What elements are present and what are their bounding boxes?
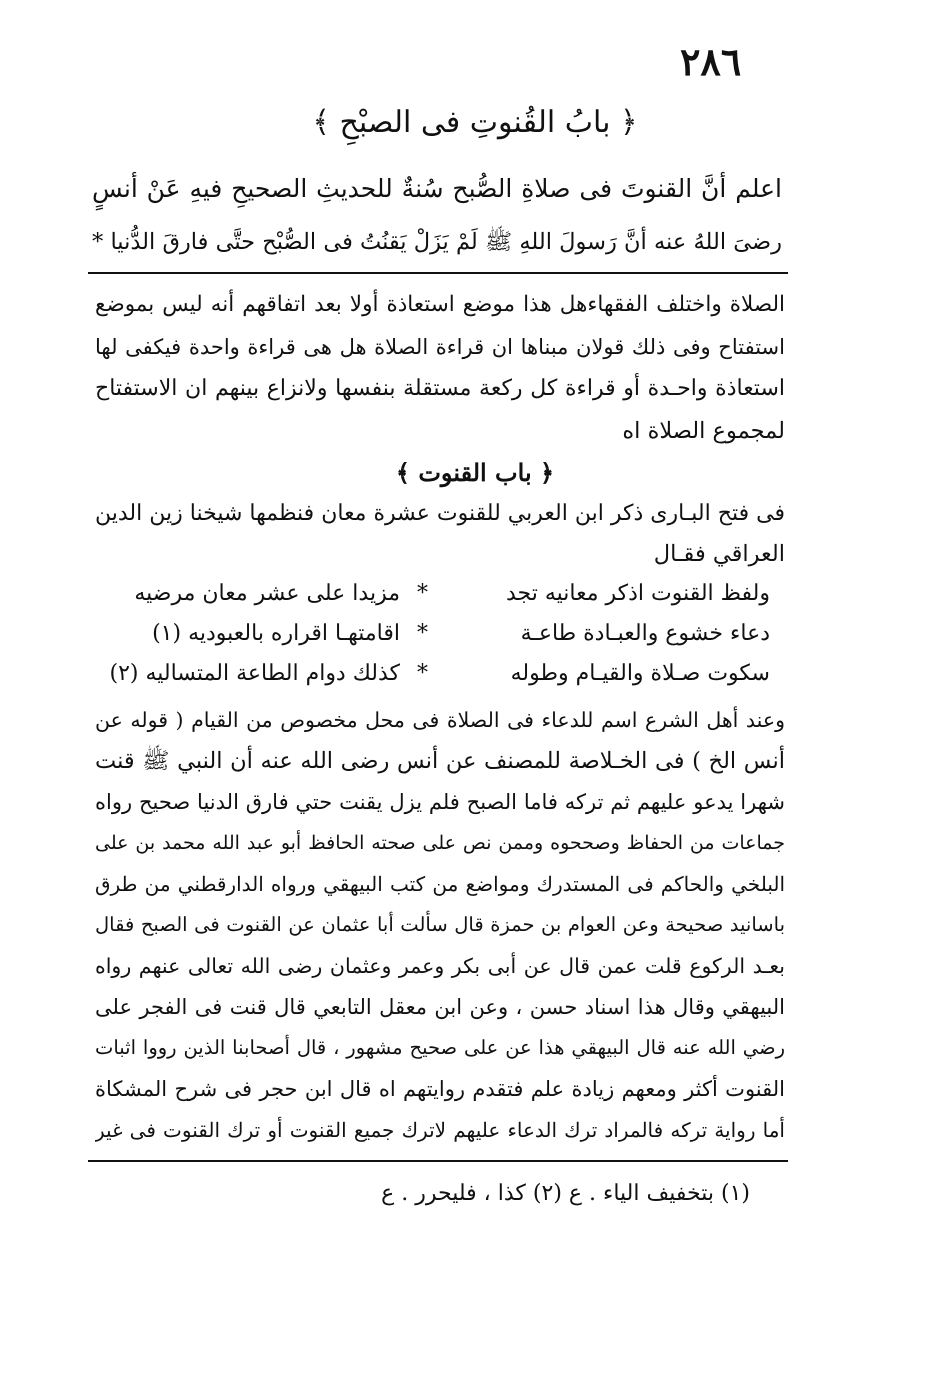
commentary-line: البيهقي وقال هذا اسناد حسن ، وعن ابن معقل التابعي قال قنت فى الفجر على <box>95 995 785 1019</box>
footnotes: (١) بتخفيف الياء . ع (٢) كذا ، فليحرر . ع <box>381 1181 750 1206</box>
chapter-title: ﴿ بابُ القُنوتِ فى الصبْحِ ﴾ <box>312 105 638 140</box>
main-text-line: رضىَ اللهُ عنه أنَّ رَسولَ اللهِ ﷺ لَمْ يَزَلْ يَقنُتُ فى الصُّبْح حتَّى فارقَ الدُّنيا * <box>92 229 782 255</box>
page-number: ٢٨٦ <box>680 39 742 84</box>
verse-separator: * <box>417 661 428 686</box>
commentary-line: جماعات من الحفاظ وصححوه وممن نص على صحته الحافظ أبو عبد الله محمد بن على <box>95 832 785 854</box>
commentary-line: وعند أهل الشرع اسم للدعاء فى الصلاة فى محل مخصوص من القيام ( قوله عن <box>95 708 785 732</box>
verse-hemistich: ولفظ القنوت اذكر معانيه تجد <box>505 581 770 606</box>
poem-verse <box>100 615 770 653</box>
section-title: ﴿ باب القنوت ﴾ <box>395 458 555 487</box>
commentary-line: البلخي والحاكم فى المستدرك ومواضع من كتب البيهقي ورواه الدارقطني من طرق <box>95 872 785 896</box>
verse-separator: * <box>417 621 428 646</box>
commentary-line: استعاذة واحـدة أو قراءة كل ركعة مستقلة بنفسها ولانزاع بينهم ان الاستفتاح <box>95 376 785 401</box>
commentary-line: لمجموع الصلاة اه <box>622 418 785 444</box>
commentary-line: فى فتح البـارى ذكر ابن العربي للقنوت عشرة معان فنظمها شيخنا زين الدين <box>95 501 785 526</box>
verse-hemistich: مزيدا على عشر معان مرضيه <box>134 581 400 606</box>
commentary-line: القنوت أكثر ومعهم زيادة علم فتقدم روايتهم اه قال ابن حجر فى شرح المشكاة <box>95 1077 785 1101</box>
verse-separator: * <box>417 581 428 606</box>
commentary-line: استفتاح وفى ذلك قولان مبناها ان قراءة الصلاة هل هى قراءة واحدة فيكفى لها <box>95 335 785 359</box>
poem-verse <box>100 655 770 693</box>
commentary-line: بعـد الركوع قلت عمن قال عن أبى بكر وعمر وعثمان رضى الله تعالى عنهم رواه <box>95 954 785 978</box>
divider-rule <box>88 272 788 274</box>
verse-hemistich: اقامتهـا اقراره بالعبوديه (١) <box>152 621 400 646</box>
poem-verse <box>100 575 770 613</box>
commentary-line: أنس الخ ) فى الخـلاصة للمصنف عن أنس رضى الله عنه أن النبي ﷺ قنت <box>95 748 785 774</box>
verse-hemistich: دعاء خشوع والعبـادة طاعـة <box>520 621 770 646</box>
commentary-line: رضي الله عنه قال البيهقي هذا عن على صحيح مشهور ، قال أصحابنا الذين رووا اثبات <box>95 1036 785 1059</box>
main-text-line: اعلم أنَّ القنوتَ فى صلاةِ الصُّبح سُنةٌ للحديثِ الصحيحِ فيهِ عَنْ أنسٍ <box>92 174 782 203</box>
commentary-line: شهرا يدعو عليهم ثم تركه فاما الصبح فلم يزل يقنت حتي فارق الدنيا صحيح رواه <box>95 790 785 814</box>
commentary-line: باسانيد صحيحة وعن العوام بن حمزة قال سألت أبا عثمان عن القنوت فى الصبح فقال <box>95 913 785 936</box>
commentary-line: العراقي فقـال <box>653 541 785 567</box>
verse-hemistich: كذلك دوام الطاعة المتساليه (٢) <box>109 661 400 686</box>
footnote-divider <box>88 1160 788 1162</box>
verse-hemistich: سكوت صـلاة والقيـام وطوله <box>510 661 770 686</box>
commentary-line: الصلاة واختلف الفقهاءهل هذا موضع استعاذة أولا بعد اتفاقهم أنه ليس بموضع <box>95 292 785 317</box>
commentary-line: أما رواية تركه فالمراد ترك الدعاء عليهم لاترك جميع القنوت أو ترك القنوت فى غير <box>95 1118 785 1142</box>
